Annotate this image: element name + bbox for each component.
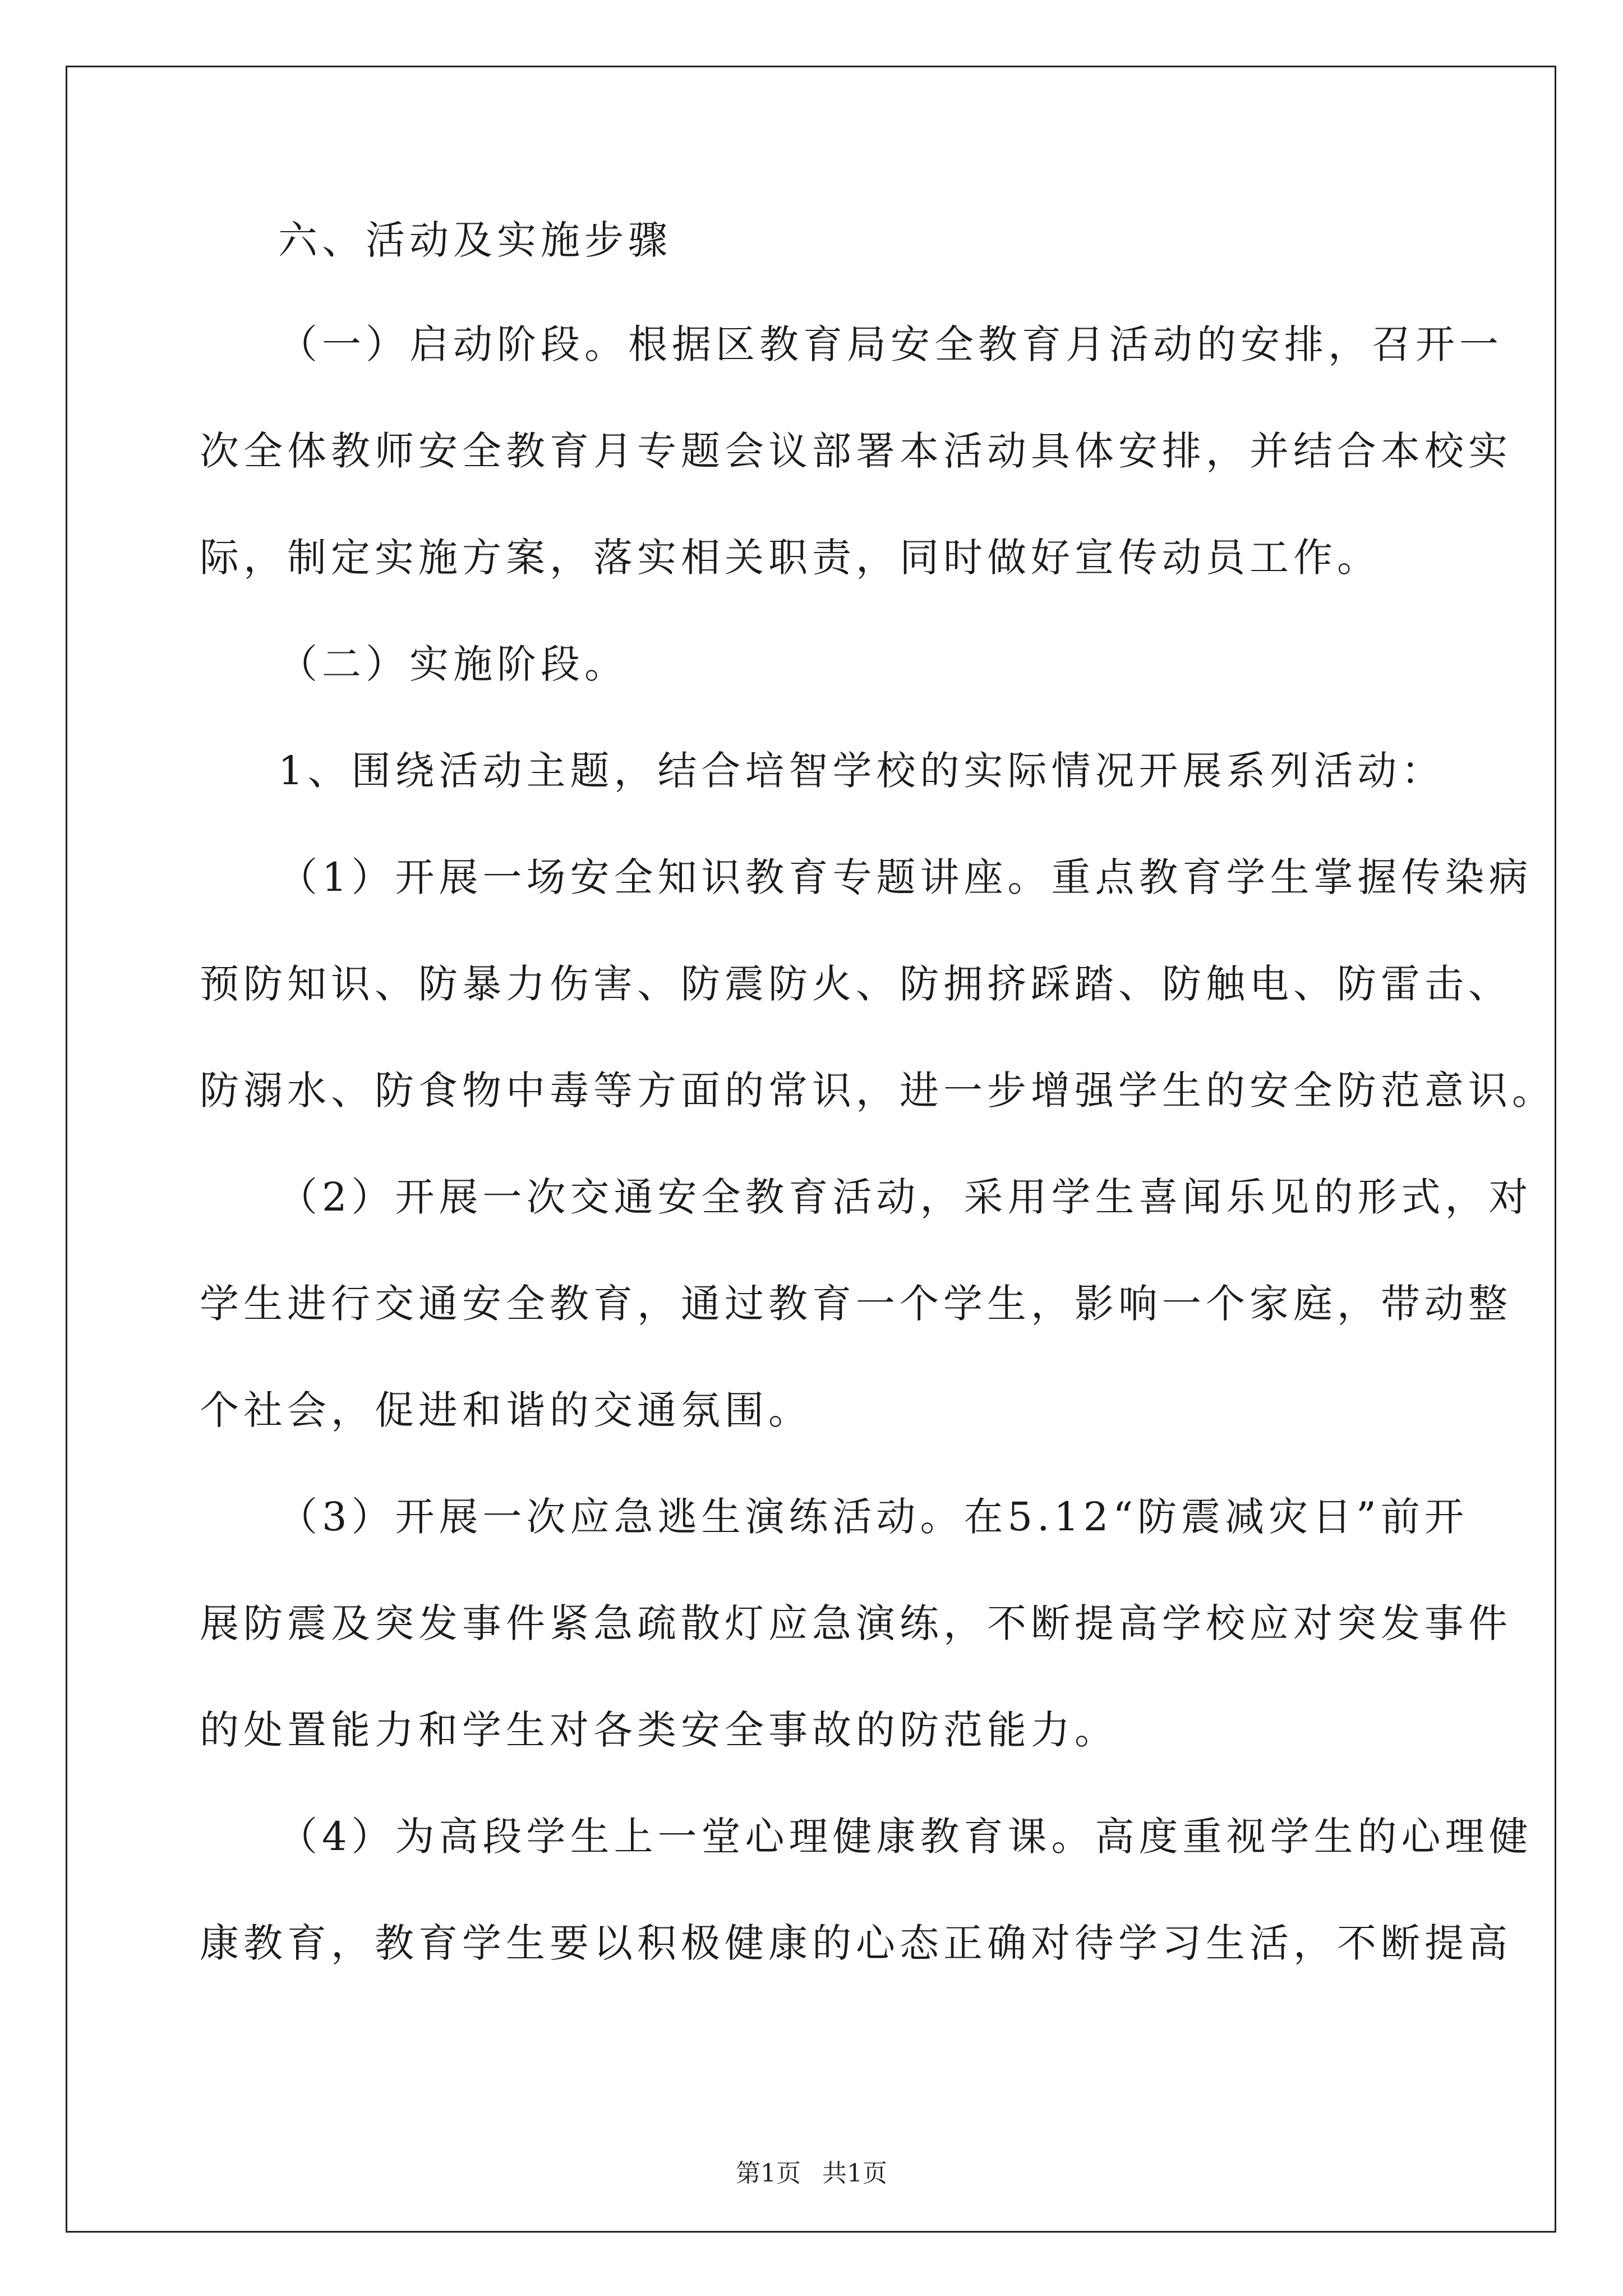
paragraph-line: 际，制定实施方案，落实相关职责，同时做好宣传动员工作。	[200, 535, 1381, 581]
paragraph-line: （4）为高段学生上一堂心理健康教育课。高度重视学生的心理健	[278, 1814, 1533, 1860]
paragraph-line: （2）开展一次交通安全教育活动，采用学生喜闻乐见的形式，对	[278, 1174, 1533, 1220]
paragraph-line: 学生进行交通安全教育，通过教育一个学生，影响一个家庭，带动整	[200, 1281, 1512, 1327]
page-border	[66, 66, 1556, 2233]
paragraph-line: 防溺水、防食物中毒等方面的常识，进一步增强学生的安全防范意识。	[200, 1068, 1556, 1114]
paragraph-line: 预防知识、防暴力伤害、防震防火、防拥挤踩踏、防触电、防雷击、	[200, 961, 1512, 1007]
paragraph-line: 1、围绕活动主题，结合培智学校的实际情况开展系列活动：	[278, 748, 1445, 794]
paragraph-line: 的处置能力和学生对各类安全事故的防范能力。	[200, 1707, 1118, 1753]
paragraph-line: 次全体教师安全教育月专题会议部署本活动具体安排，并结合本校实	[200, 428, 1512, 474]
paragraph-line: （二）实施阶段。	[278, 641, 628, 687]
paragraph-line: （一）启动阶段。根据区教育局安全教育月活动的安排，召开一	[278, 321, 1503, 367]
paragraph-line: 康教育，教育学生要以积极健康的心态正确对待学习生活，不断提高	[200, 1920, 1512, 1966]
paragraph-line: 展防震及突发事件紧急疏散灯应急演练，不断提高学校应对突发事件	[200, 1600, 1512, 1646]
paragraph-line: （3）开展一次应急逃生演练活动。在5.12“防震减灾日”前开	[278, 1494, 1468, 1540]
page-number: 第1页 共1页	[736, 2159, 887, 2188]
section-heading: 六、活动及实施步骤	[278, 217, 672, 263]
paragraph-line: （1）开展一场安全知识教育专题讲座。重点教育学生掌握传染病	[278, 854, 1533, 900]
paragraph-line: 个社会，促进和谐的交通氛围。	[200, 1387, 812, 1433]
